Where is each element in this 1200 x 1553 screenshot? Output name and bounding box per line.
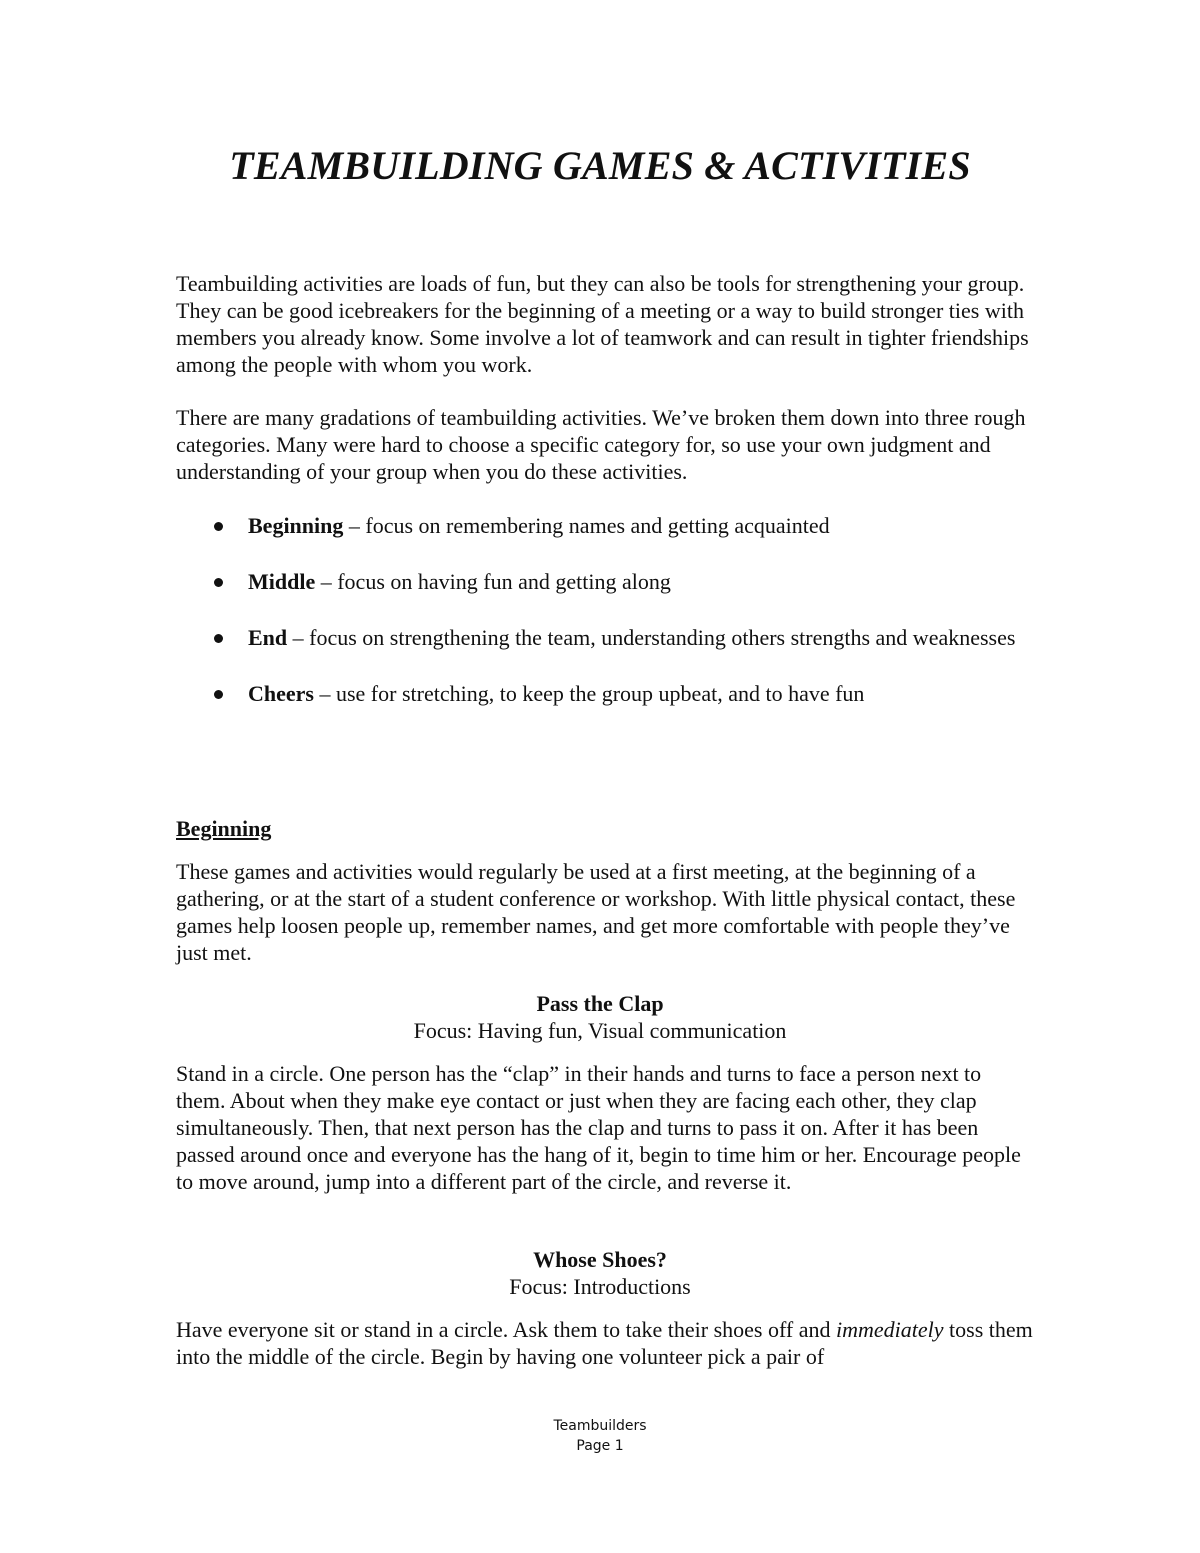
intro-paragraph-2: There are many gradations of teambuilding activities. We’ve broken them down into three rough categories. Many were hard to choose a specific category for, so use your own judgment and understanding of your group when you do these activities. [176,405,1026,484]
category-item-beginning [176,512,1036,539]
game-text-pass-the-clap: Stand in a circle. One person has the “clap” in their hands and turns to face a person next to them. About when they make eye contact or just when they are facing each other, they clap simultaneously. Then, that next person has the clap and turns to pass it on. After it has been passed around once and everyone has the hang of it, begin to time him or her. Encourage people to move around, jump into a different part of the circle, and reverse it. [176,1061,1021,1194]
bullet-icon [214,578,223,587]
bullet-icon [214,634,223,643]
game-title-whose-shoes: Whose Shoes? [533,1247,667,1272]
document-title: TEAMBUILDING GAMES & ACTIVITIES [229,143,971,188]
intro-paragraph-1: Teambuilding activities are loads of fun, but they can also be tools for strengthening your group. They can be good icebreakers for the beginning of a meeting or a way to build stronger ties with members you already know. Some involve a lot of teamwork and can result in tighter friendships among the people with whom you work. [176,271,1029,377]
game-text-part: Have everyone sit or stand in a circle. Ask them to take their shoes off and [176,1317,837,1342]
category-description: – focus on having fun and getting along [315,569,671,594]
game-focus-pass-the-clap: Focus: Having fun, Visual communication [413,1018,787,1043]
category-list [176,512,1036,736]
category-term: Middle [248,569,316,594]
bullet-icon [214,690,223,699]
game-focus-whose-shoes: Focus: Introductions [509,1274,691,1299]
category-term: Beginning [248,513,344,538]
category-description: – use for stretching, to keep the group upbeat, and to have fun [313,681,865,706]
category-term: Cheers [248,681,314,706]
section-heading-beginning: Beginning [176,816,272,841]
game-title-pass-the-clap: Pass the Clap [536,991,664,1016]
category-term: End [248,625,288,650]
footer-page-number: Page 1 [576,1438,624,1454]
game-text-emphasis: immediately [836,1317,944,1342]
bullet-icon [214,522,223,531]
beginning-section-text: These games and activities would regularly be used at a first meeting, at the beginning of a gathering, or at the start of a student conference or workshop. With little physical contact, these games help loosen people up, remember names, and get more comfortable with people they’ve just met. [176,859,1016,965]
game-text-whose-shoes [176,1316,1036,1370]
game-text-part: toss them into the middle of the circle. Begin by having one volunteer pick a pair of [176,1317,1033,1369]
category-item-middle [176,568,1036,595]
category-item-cheers [176,680,1036,707]
category-description: – focus on strengthening the team, understanding others strengths and weaknesses [287,625,1016,650]
category-item-end [176,624,1036,651]
footer-title: Teambuilders [553,1418,647,1434]
category-description: – focus on remembering names and getting acquainted [343,513,830,538]
